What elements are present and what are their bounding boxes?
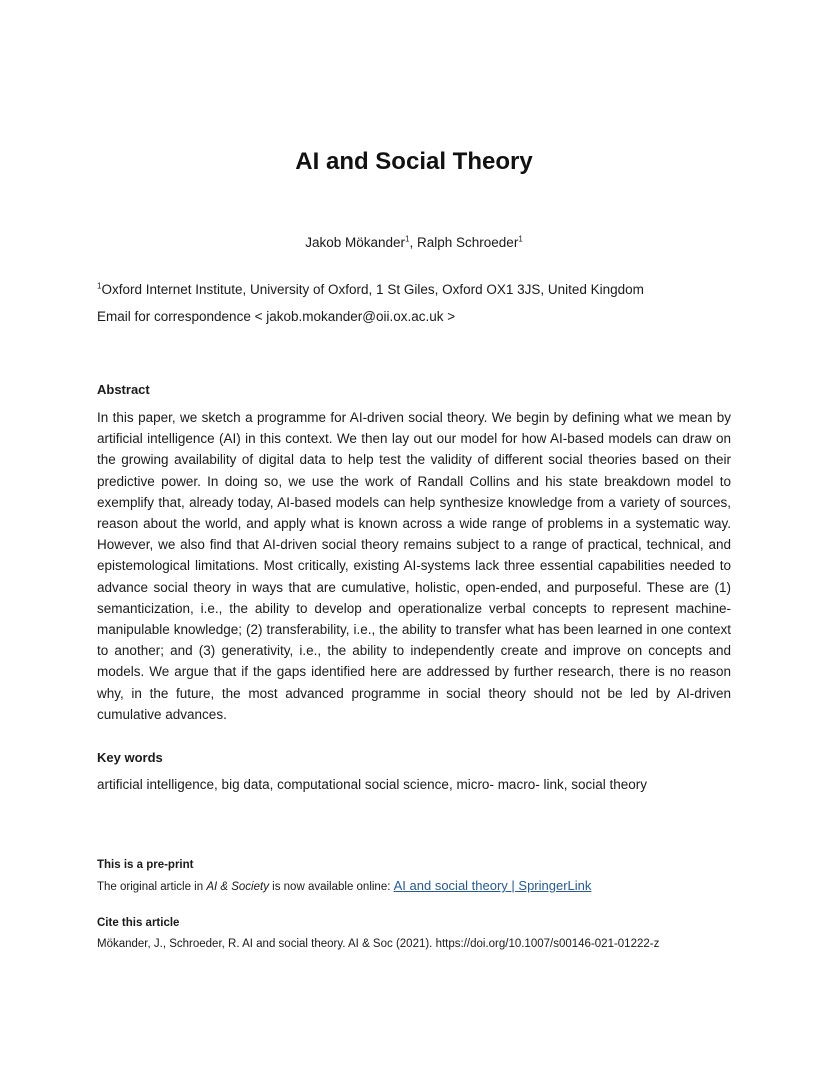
keywords-text: artificial intelligence, big data, computational social science, micro- macro- link, social theory xyxy=(97,777,647,792)
author-list xyxy=(0,235,828,250)
citation-text: Mökander, J., Schroeder, R. AI and social theory. AI & Soc (2021). https://doi.org/10.1007/s00146-021-01222-z xyxy=(97,938,660,950)
author-name: Jakob Mökander xyxy=(305,235,406,250)
correspondence-email: Email for correspondence < jakob.mokander@oii.ox.ac.uk > xyxy=(97,309,456,324)
preprint-heading: This is a pre-print xyxy=(97,859,194,871)
preprint-text: The original article in xyxy=(97,881,207,893)
cite-heading: Cite this article xyxy=(97,917,180,929)
author-separator: , xyxy=(409,235,417,250)
abstract-heading: Abstract xyxy=(97,382,150,397)
preprint-notice xyxy=(97,878,737,893)
springerlink-link[interactable]: AI and social theory | SpringerLink xyxy=(393,878,592,893)
journal-name: AI & Society xyxy=(206,881,269,893)
preprint-text: is now available online: xyxy=(268,881,394,893)
author-name: Ralph Schroeder xyxy=(417,235,519,250)
affiliation-mark: 1 xyxy=(518,234,523,244)
affiliation-mark: 1 xyxy=(97,281,102,291)
affiliation-text: Oxford Internet Institute, University of Oxford, 1 St Giles, Oxford OX1 3JS, United Kingdom xyxy=(101,282,644,297)
affiliation-mark: 1 xyxy=(405,234,410,244)
affiliation xyxy=(97,282,737,297)
keywords-heading: Key words xyxy=(97,750,163,765)
paper-title: AI and Social Theory xyxy=(295,148,533,175)
abstract-text: In this paper, we sketch a programme for AI-driven social theory. We begin by defining what we mean by artificial intelligence (AI) in this context. We then lay out our model for how AI-based models can draw on the growing availability of digital data to help test the validity of different social theories based on their predictive power. In doing so, we use the work of Randall Collins and his state breakdown model to exemplify that, already today, AI-based models can help synthesize knowledge from a variety of sources, reason about the world, and apply what is known across a wide range of problems in a systematic way. However, we also find that AI-driven social theory remains subject to a range of practical, technical, and epistemological limitations. Most critically, existing AI-systems lack three essential capabilities needed to advance social theory in ways that are cumulative, holistic, open-ended, and purposeful. These are (1) semanticization, i.e., the ability to develop and operationalize verbal concepts to represent machine-manipulable knowledge; (2) transferability, i.e., the ability to transfer what has been learned in one context to another; and (3) generativity, i.e., the ability to independently create and improve on concepts and models. We argue that if the gaps identified here are addressed by further research, there is no reason why, in the future, the most advanced programme in social theory should not be led by AI-driven cumulative advances. xyxy=(97,410,731,722)
